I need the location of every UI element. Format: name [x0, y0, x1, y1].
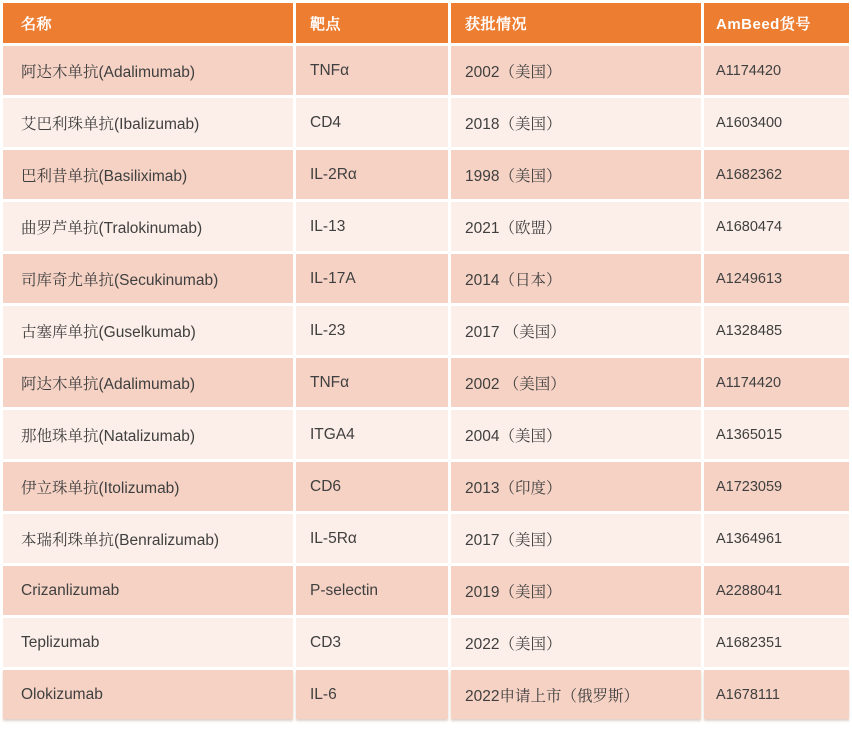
column-header-name: 名称 — [3, 3, 293, 43]
cell-catalog: A1328485 — [704, 306, 849, 355]
cell-target: CD4 — [296, 98, 448, 147]
table-row — [3, 670, 849, 719]
table-row — [3, 618, 849, 667]
cell-target: P-selectin — [296, 566, 448, 615]
cell-name: 司库奇尤单抗(Secukinumab) — [3, 254, 293, 303]
cell-approval: 2002（美国） — [451, 46, 701, 95]
cell-approval: 2021（欧盟） — [451, 202, 701, 251]
cell-catalog: A1174420 — [704, 358, 849, 407]
cell-target: TNFα — [296, 46, 448, 95]
cell-name: 伊立珠单抗(Itolizumab) — [3, 462, 293, 511]
cell-approval: 2014（日本） — [451, 254, 701, 303]
cell-approval: 2018（美国） — [451, 98, 701, 147]
column-header-target: 靶点 — [296, 3, 448, 43]
cell-name: Teplizumab — [3, 618, 293, 667]
cell-catalog: A1682362 — [704, 150, 849, 199]
cell-approval: 2013（印度） — [451, 462, 701, 511]
cell-target: ITGA4 — [296, 410, 448, 459]
table-row — [3, 410, 849, 459]
table-row — [3, 254, 849, 303]
cell-catalog: A1365015 — [704, 410, 849, 459]
cell-catalog: A1364961 — [704, 514, 849, 563]
cell-target: IL-6 — [296, 670, 448, 719]
table-row — [3, 462, 849, 511]
cell-approval: 2004（美国） — [451, 410, 701, 459]
column-header-catalog: AmBeed货号 — [704, 3, 849, 43]
cell-approval: 2017 （美国） — [451, 306, 701, 355]
table-row — [3, 306, 849, 355]
cell-approval: 2022申请上市（俄罗斯） — [451, 670, 701, 719]
cell-approval: 2019（美国） — [451, 566, 701, 615]
cell-catalog: A1678111 — [704, 670, 849, 719]
table-row — [3, 358, 849, 407]
cell-name: 艾巴利珠单抗(Ibalizumab) — [3, 98, 293, 147]
cell-target: IL-17A — [296, 254, 448, 303]
cell-catalog: A1723059 — [704, 462, 849, 511]
cell-target: CD3 — [296, 618, 448, 667]
cell-catalog: A1682351 — [704, 618, 849, 667]
cell-name: 巴利昔单抗(Basiliximab) — [3, 150, 293, 199]
cell-name: 曲罗芦单抗(Tralokinumab) — [3, 202, 293, 251]
table-row — [3, 150, 849, 199]
cell-approval: 2017（美国） — [451, 514, 701, 563]
cell-name: Crizanlizumab — [3, 566, 293, 615]
cell-name: Olokizumab — [3, 670, 293, 719]
cell-name: 古塞库单抗(Guselkumab) — [3, 306, 293, 355]
cell-catalog: A1174420 — [704, 46, 849, 95]
cell-target: IL-13 — [296, 202, 448, 251]
cell-target: CD6 — [296, 462, 448, 511]
header-row — [3, 3, 849, 43]
table-row — [3, 566, 849, 615]
cell-name: 阿达木单抗(Adalimumab) — [3, 358, 293, 407]
cell-catalog: A2288041 — [704, 566, 849, 615]
table-row — [3, 514, 849, 563]
table-row — [3, 98, 849, 147]
column-header-approval: 获批情况 — [451, 3, 701, 43]
cell-approval: 2022（美国） — [451, 618, 701, 667]
cell-name: 阿达木单抗(Adalimumab) — [3, 46, 293, 95]
cell-name: 那他珠单抗(Natalizumab) — [3, 410, 293, 459]
table-row — [3, 202, 849, 251]
cell-target: IL-2Rα — [296, 150, 448, 199]
cell-catalog: A1603400 — [704, 98, 849, 147]
cell-approval: 1998（美国） — [451, 150, 701, 199]
cell-catalog: A1680474 — [704, 202, 849, 251]
cell-target: IL-5Rα — [296, 514, 448, 563]
cell-approval: 2002 （美国） — [451, 358, 701, 407]
cell-name: 本瑞利珠单抗(Benralizumab) — [3, 514, 293, 563]
cell-target: IL-23 — [296, 306, 448, 355]
cell-catalog: A1249613 — [704, 254, 849, 303]
table-row — [3, 46, 849, 95]
cell-target: TNFα — [296, 358, 448, 407]
